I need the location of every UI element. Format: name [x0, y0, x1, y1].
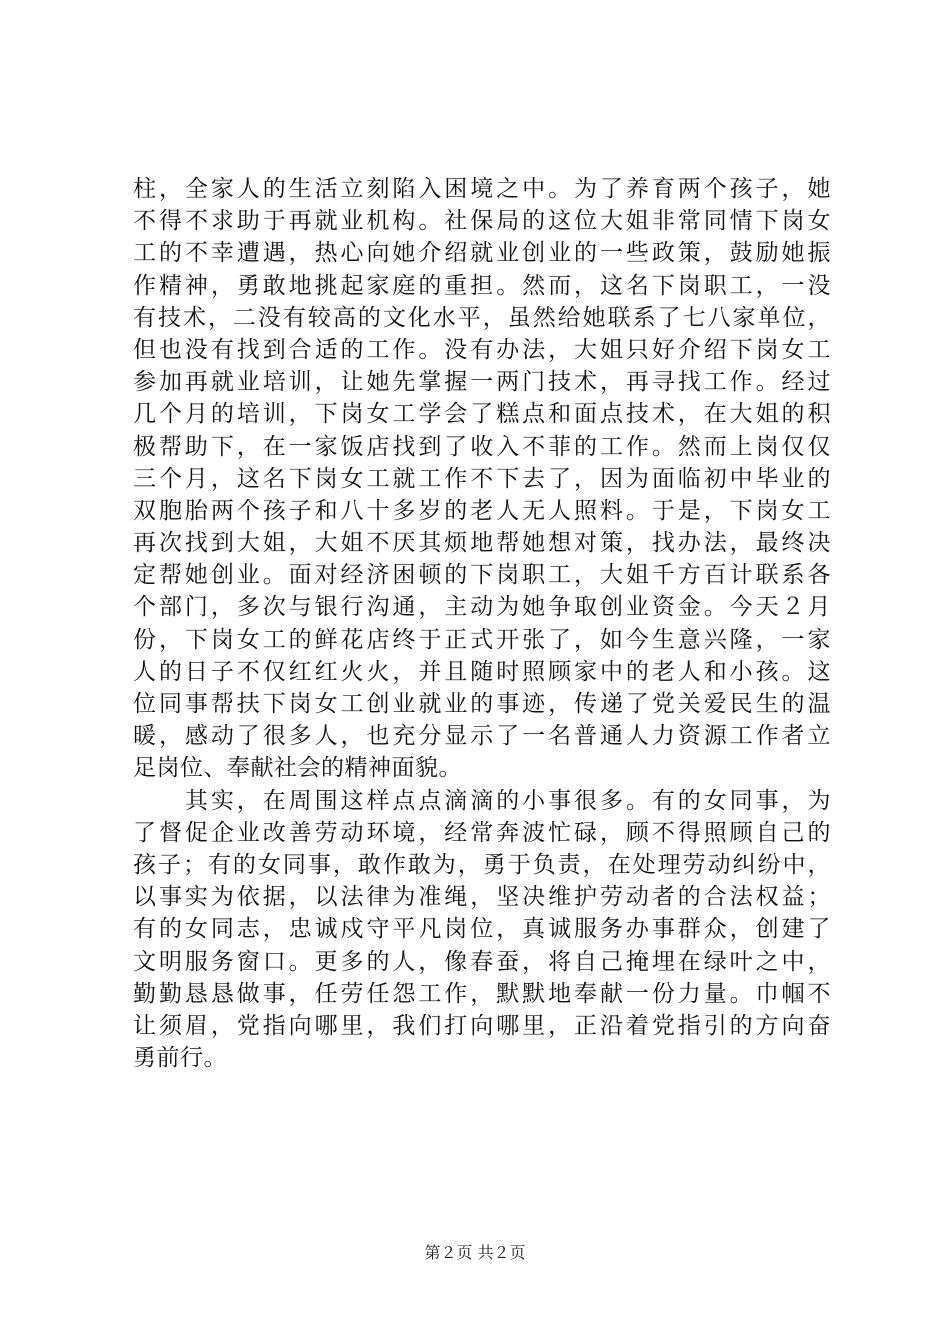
- text-line: 双胞胎两个孩子和八十多岁的老人无人照料。于是，下岗女工: [133, 497, 831, 524]
- text-line: 但也没有找到合适的工作。没有办法，大姐只好介绍下岗女工: [133, 336, 831, 363]
- text-line: 定帮她创业。面对经济困顿的下岗职工，大姐千方百计联系各: [133, 562, 831, 589]
- text-line: 参加再就业培训，让她先掌握一两门技术，再寻找工作。经过: [133, 369, 831, 396]
- page-footer: [0, 1243, 950, 1263]
- text-line: 有的女同志，忠诚戍守平凡岗位，真诚服务办事群众，创建了: [133, 916, 831, 943]
- page-number-label: 第２页 共２页: [424, 1243, 526, 1262]
- text-line: 以事实为依据，以法律为准绳，坚决维护劳动者的合法权益；: [133, 884, 831, 911]
- text-line: 暖，感动了很多人，也充分显示了一名普通人力资源工作者立: [133, 723, 831, 750]
- text-line: 作精神，勇敢地挑起家庭的重担。然而，这名下岗职工，一没: [133, 272, 831, 299]
- text-line: 个部门，多次与银行沟通，主动为她争取创业资金。今天２月: [133, 594, 831, 621]
- text-line: 其实，在周围这样点点滴滴的小事很多。有的女同事，为: [133, 787, 831, 814]
- text-line: 了督促企业改善劳动环境，经常奔波忙碌，顾不得照顾自己的: [133, 819, 831, 846]
- text-line: 不得不求助于再就业机构。社保局的这位大姐非常同情下岗女: [133, 208, 831, 235]
- text-line: 文明服务窗口。更多的人，像春蚕，将自己掩埋在绿叶之中，: [133, 948, 831, 975]
- text-line: 让须眉，党指向哪里，我们打向哪里，正沿着党指引的方向奋: [133, 1012, 831, 1039]
- text-line: 勤勤恳恳做事，任劳任怨工作，默默地奉献一份力量。巾帼不: [133, 980, 831, 1007]
- text-line: 勇前行。: [133, 1045, 227, 1072]
- text-line: 再次找到大姐，大姐不厌其烦地帮她想对策，找办法，最终决: [133, 530, 831, 557]
- paragraph-1: [133, 173, 831, 785]
- text-line: 有技术，二没有较高的文化水平，虽然给她联系了七八家单位，: [133, 304, 831, 331]
- document-body: [133, 173, 831, 1074]
- text-line: 极帮助下，在一家饭店找到了收入不菲的工作。然而上岗仅仅: [133, 433, 831, 460]
- text-line: 孩子；有的女同事，敢作敢为，勇于负责，在处理劳动纠纷中，: [133, 851, 831, 878]
- text-line: 人的日子不仅红红火火，并且随时照顾家中的老人和小孩。这: [133, 658, 831, 685]
- text-line: 柱，全家人的生活立刻陷入困境之中。为了养育两个孩子，她: [133, 176, 831, 202]
- paragraph-2: [133, 785, 831, 1075]
- text-line: 三个月，这名下岗女工就工作不下去了，因为面临初中毕业的: [133, 465, 831, 492]
- text-line: 位同事帮扶下岗女工创业就业的事迹，传递了党关爱民生的温: [133, 691, 831, 717]
- text-line: 份，下岗女工的鲜花店终于正式开张了，如今生意兴隆，一家: [133, 626, 831, 653]
- text-line: 工的不幸遭遇，热心向她介绍就业创业的一些政策，鼓励她振: [133, 240, 831, 267]
- text-line: 足岗位、奉献社会的精神面貌。: [133, 755, 462, 782]
- text-line: 几个月的培训，下岗女工学会了糕点和面点技术，在大姐的积: [133, 401, 831, 428]
